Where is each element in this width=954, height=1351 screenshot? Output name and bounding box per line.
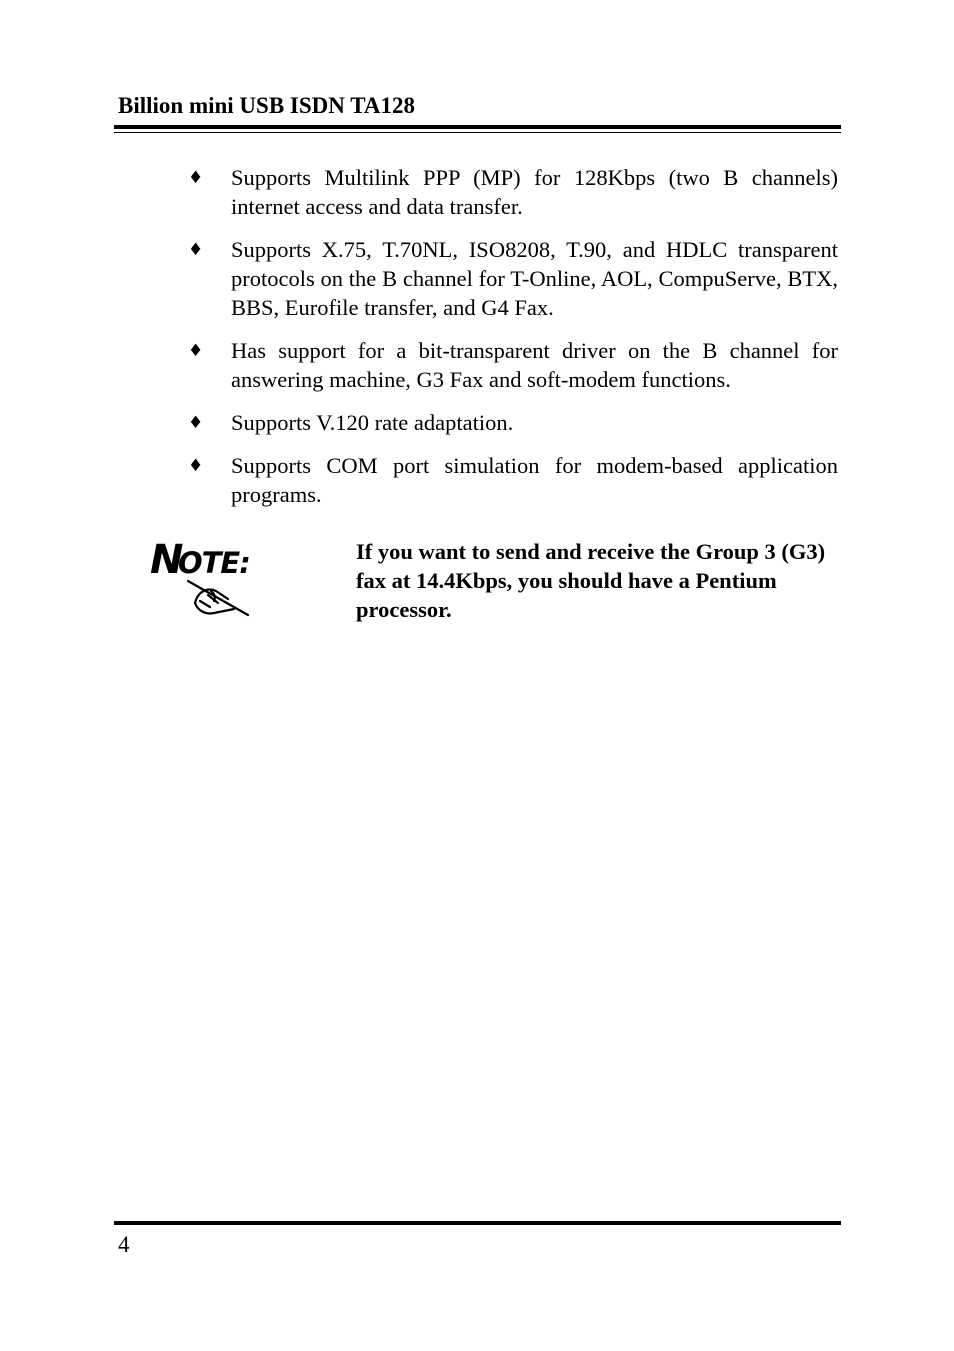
svg-text:OTE:: OTE:: [178, 546, 250, 580]
note-text: If you want to send and receive the Group 3 (G3) fax at 14.4Kbps, you should have a Pentium processor.: [356, 539, 826, 622]
list-item: [188, 408, 838, 437]
diamond-bullet-icon: ♦: [188, 456, 204, 476]
list-item: [188, 336, 838, 394]
page-number: 4: [118, 1232, 130, 1257]
list-item-text: Supports X.75, T.70NL, ISO8208, T.90, and HDLC transparent protocols on the B channel for T-Online, AOL, CompuServe, BTX, BBS, Eurofile transfer, and G4 Fax.: [231, 237, 838, 320]
list-item: [188, 451, 838, 509]
list-item: [188, 163, 838, 221]
diamond-bullet-icon: ♦: [188, 341, 204, 361]
note-hand-writing-icon: [148, 533, 260, 619]
diamond-bullet-icon: ♦: [188, 168, 204, 188]
header-rule-thin: [114, 132, 841, 133]
feature-list: [188, 163, 838, 523]
diamond-bullet-icon: ♦: [188, 413, 204, 433]
list-item: [188, 235, 838, 322]
list-item-text: Supports Multilink PPP (MP) for 128Kbps (two B channels) internet access and data transfer.: [231, 165, 838, 219]
svg-text:N: N: [150, 537, 182, 583]
header-rule-thick: [114, 125, 841, 129]
list-item-text: Has support for a bit-transparent driver on the B channel for answering machine, G3 Fax and soft-modem functions.: [231, 338, 838, 392]
footer-rule: [114, 1221, 841, 1225]
list-item-text: Supports COM port simulation for modem-based application programs.: [231, 453, 838, 507]
list-item-text: Supports V.120 rate adaptation.: [231, 410, 514, 435]
page-header-title: Billion mini USB ISDN TA128: [118, 93, 415, 118]
diamond-bullet-icon: ♦: [188, 240, 204, 260]
